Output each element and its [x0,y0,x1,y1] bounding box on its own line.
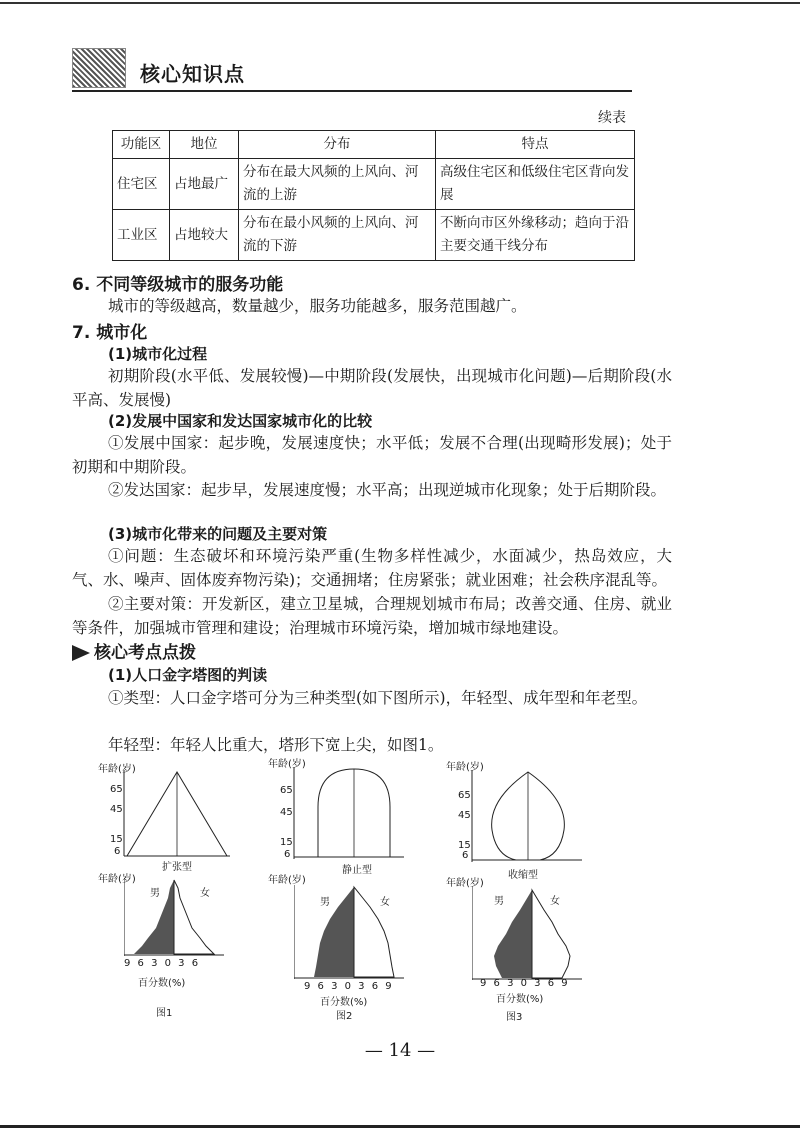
onion-shape [470,770,586,864]
shape-label: 静止型 [342,865,372,876]
male-label: 男 [320,897,330,908]
figure-caption: 图2 [336,1011,353,1022]
age-axis-label: 年龄(岁) [446,878,484,889]
arrow-icon [72,645,90,661]
age-tick: 45 [280,807,293,818]
pyramid-3 [472,886,582,982]
key-points-p2: 年轻型：年轻人比重大，塔形下宽上尖，如图1。 [108,736,444,754]
pattern-logo-icon [72,48,126,88]
figure-3 [446,758,586,1028]
pyramid-2 [294,885,404,981]
table-cell: 高级住宅区和低级住宅区背向发展 [436,159,635,210]
age-axis-label: 年龄(岁) [98,764,136,775]
section7-sub2: (2)发展中国家和发达国家城市化的比较 [108,412,373,430]
table-header-cell: 分布 [239,131,436,159]
pyramid-1 [124,878,224,958]
top-rule [0,2,800,4]
age-tick: 45 [110,804,123,815]
age-tick: 6 [462,850,469,861]
x-ticks: 9 6 3 0 3 6 [124,958,201,969]
section7-sub2-p2: ②发达国家：起步早，发展速度慢；水平高；出现逆城市化现象；处于后期阶段。 [108,481,667,499]
x-ticks: 9 6 3 0 3 6 9 [304,981,394,992]
age-axis-label: 年龄(岁) [268,875,306,886]
section6-text: 城市的等级越高，数量越少，服务功能越多，服务范围越广。 [108,297,527,315]
age-tick: 15 [280,837,293,848]
section7-sub1: (1)城市化过程 [108,345,208,363]
section7-sub3-p2: ②主要对策：开发新区，建立卫星城，合理规划城市布局；改善交通、住房、就业等条件，加强城市管理和建设；治理城市环境污染，增加城市绿地建设。 [72,595,672,637]
table-cell: 占地最广 [170,159,239,210]
table-header-cell: 地位 [170,131,239,159]
figure-caption: 图1 [156,1008,173,1019]
female-label: 女 [550,896,560,907]
age-tick: 65 [110,784,123,795]
pct-label: 百分数(%) [138,978,186,989]
pct-label: 百分数(%) [320,997,368,1008]
continuation-note: 续表 [598,110,626,126]
table-cell: 不断向市区外缘移动；趋向于沿主要交通干线分布 [436,210,635,261]
function-zone-table [112,130,635,261]
age-tick: 65 [280,785,293,796]
female-label: 女 [200,888,210,899]
age-axis-label: 年龄(岁) [98,874,136,885]
shape-label: 扩张型 [162,862,192,873]
table-header-cell: 特点 [436,131,635,159]
x-ticks: 9 6 3 0 3 6 9 [480,978,570,989]
bell-shape [292,767,408,861]
age-axis-label: 年龄(岁) [446,762,484,773]
age-tick: 15 [110,834,123,845]
section7-sub1-text: 初期阶段(水平低、发展较慢)—中期阶段(发展快，出现城市化问题)—后期阶段(水平高、发展慢) [72,367,672,409]
age-tick: 65 [458,790,471,801]
female-label: 女 [380,897,390,908]
section7-sub2-p1: ①发展中国家：起步晚，发展速度快；水平低；发展不合理(出现畸形发展)；处于初期和中期阶段。 [72,434,672,476]
table-cell: 住宅区 [113,159,170,210]
table-header-cell: 功能区 [113,131,170,159]
figure-1 [98,760,228,1020]
table-row [113,159,635,210]
table-row [113,210,635,261]
age-tick: 6 [284,849,291,860]
figure-2 [268,755,408,1025]
table-cell: 占地较大 [170,210,239,261]
pct-label: 百分数(%) [496,994,544,1005]
key-points-p1: ①类型：人口金字塔可分为三种类型(如下图所示)，年轻型、成年型和年老型。 [108,689,648,707]
triangle-shape [122,770,232,860]
section7-heading: 7. 城市化 [72,323,148,343]
male-label: 男 [150,888,160,899]
figure-caption: 图3 [506,1012,523,1023]
header-rule [72,90,632,92]
table-header-row [113,131,635,159]
page-number: — 14 — [364,1040,436,1061]
age-tick: 6 [114,846,121,857]
table-cell: 分布在最大风频的上风向、河流的上游 [239,159,436,210]
male-label: 男 [494,896,504,907]
header-title: 核心知识点 [140,62,245,86]
bottom-rule [0,1125,800,1128]
section6-heading: 6. 不同等级城市的服务功能 [72,275,284,295]
key-points-heading [72,638,196,663]
section7-sub3-p1: ①问题：生态破坏和环境污染严重(生物多样性减少，水面减少，热岛效应，大气、水、噪声、固体废弃物污染)；交通拥堵；住房紧张；就业困难；社会秩序混乱等。 [72,547,672,589]
shape-label: 收缩型 [508,870,538,881]
age-tick: 45 [458,810,471,821]
table-cell: 分布在最小风频的上风向、河流的下游 [239,210,436,261]
age-axis-label: 年龄(岁) [268,759,306,770]
section-header [72,48,632,92]
age-tick: 15 [458,840,471,851]
key-points-sub1: (1)人口金字塔图的判读 [108,666,268,684]
table-cell: 工业区 [113,210,170,261]
key-points-title: 核心考点点拨 [94,643,196,663]
section7-sub3: (3)城市化带来的问题及主要对策 [108,525,328,543]
